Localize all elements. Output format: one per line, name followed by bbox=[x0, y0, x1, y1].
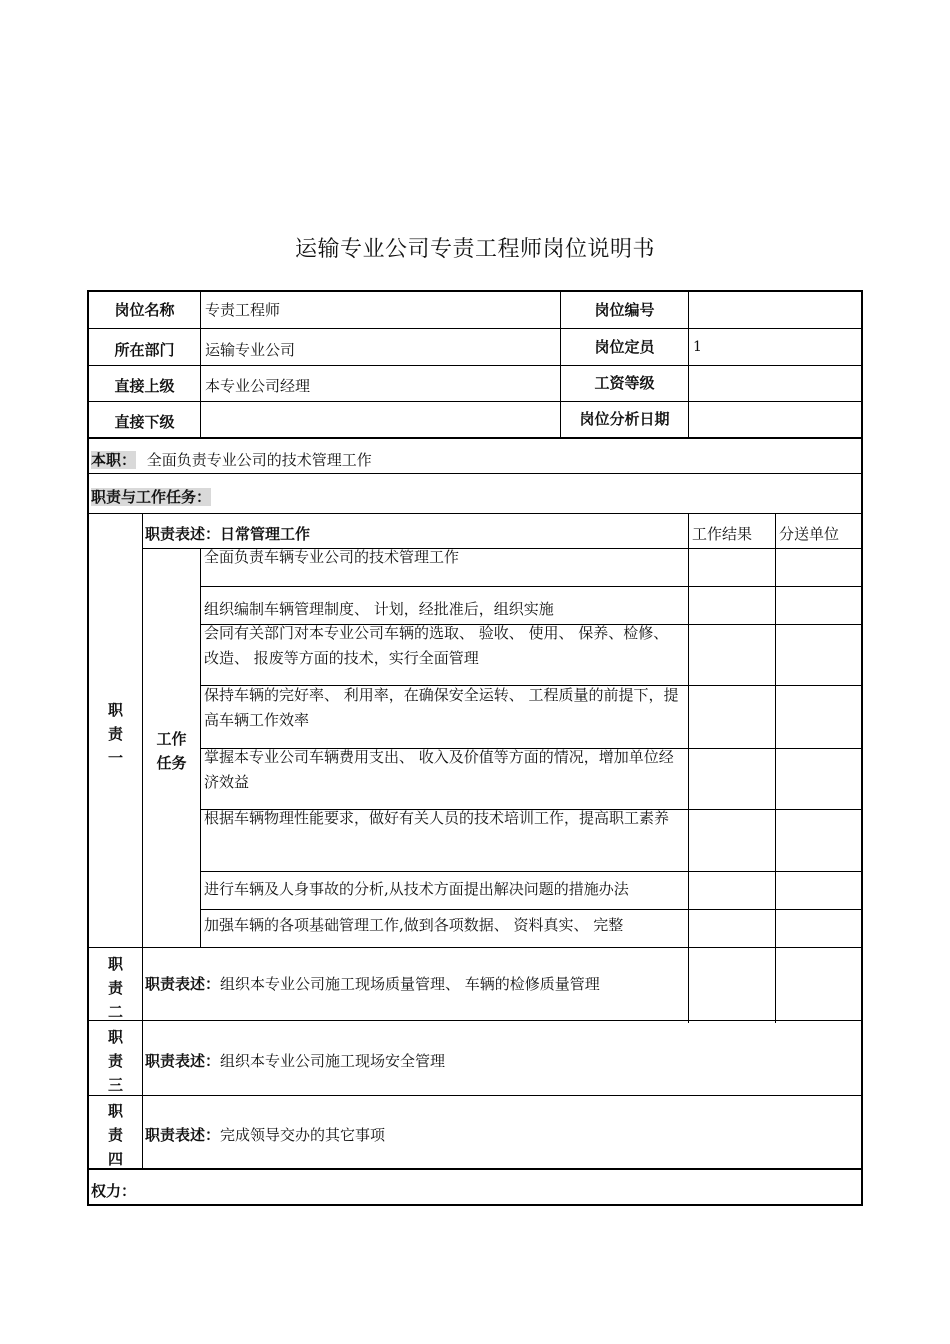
duty2-description: 职责表述：组织本专业公司施工现场质量管理、 车辆的检修质量管理 bbox=[145, 975, 600, 993]
subordinate-label: 直接下级 bbox=[114, 413, 175, 431]
task-item-8: 加强车辆的各项基础管理工作,做到各项数据、 资料真实、 完整 bbox=[204, 916, 624, 934]
post-no-label: 岗位编号 bbox=[594, 301, 655, 319]
task-item-4: 保持车辆的完好率、 利用率，在确保安全运转、 工程质量的前提下，提高车辆工作效率 bbox=[204, 686, 679, 729]
duty1-side-label: 职 责 一 bbox=[107, 701, 123, 767]
work-task-label: 工作 任务 bbox=[156, 730, 187, 772]
duty2-side-label: 职 责 二 bbox=[107, 955, 123, 1021]
dept-value: 运输专业公司 bbox=[205, 341, 296, 359]
main-duty-label: 本职： bbox=[91, 451, 137, 469]
task-item-1: 全面负责车辆专业公司的技术管理工作 bbox=[204, 548, 460, 566]
post-name-label: 岗位名称 bbox=[114, 301, 175, 319]
superior-label: 直接上级 bbox=[114, 377, 175, 395]
analysis-date-label: 岗位分析日期 bbox=[579, 410, 670, 428]
duty3-side-label: 职 责 三 bbox=[107, 1028, 123, 1094]
task-item-6: 根据车辆物理性能要求，做好有关人员的技术培训工作，提高职工素养 bbox=[204, 809, 670, 827]
task-item-5: 掌握本专业公司车辆费用支出、 收入及价值等方面的情况，增加单位经济效益 bbox=[204, 748, 674, 791]
document-title: 运输专业公司专责工程师岗位说明书 bbox=[294, 237, 655, 262]
main-duty-value: 全面负责专业公司的技术管理工作 bbox=[146, 451, 372, 469]
superior-value: 本专业公司经理 bbox=[205, 377, 311, 395]
job-description-table bbox=[87, 290, 863, 1206]
salary-label: 工资等级 bbox=[594, 374, 655, 392]
duty4-side-label: 职 责 四 bbox=[107, 1102, 123, 1168]
duty3-description: 职责表述：组织本专业公司施工现场安全管理 bbox=[145, 1052, 446, 1070]
task-item-7: 进行车辆及人身事故的分析,从技术方面提出解决问题的措施办法 bbox=[204, 880, 629, 898]
post-name-value: 专责工程师 bbox=[205, 301, 281, 319]
col-work-result: 工作结果 bbox=[692, 525, 753, 543]
duty1-description: 职责表述：日常管理工作 bbox=[145, 525, 311, 543]
duty4-description: 职责表述：完成领导交办的其它事项 bbox=[145, 1126, 386, 1144]
quota-value: 1 bbox=[693, 339, 702, 355]
task-item-2: 组织编制车辆管理制度、 计划，经批准后，组织实施 bbox=[204, 600, 554, 618]
task-item-3: 会同有关部门对本专业公司车辆的选取、 验收、 使用、 保养、检修、 改造、 报废等方面的技术，实行全面管理 bbox=[204, 624, 669, 667]
power-label: 权力： bbox=[91, 1182, 137, 1200]
quota-label: 岗位定员 bbox=[594, 338, 655, 356]
main-duty-row bbox=[91, 448, 372, 473]
col-dispatch-unit: 分送单位 bbox=[779, 525, 840, 543]
dept-label: 所在部门 bbox=[114, 341, 175, 359]
duties-header: 职责与工作任务： bbox=[91, 488, 212, 506]
